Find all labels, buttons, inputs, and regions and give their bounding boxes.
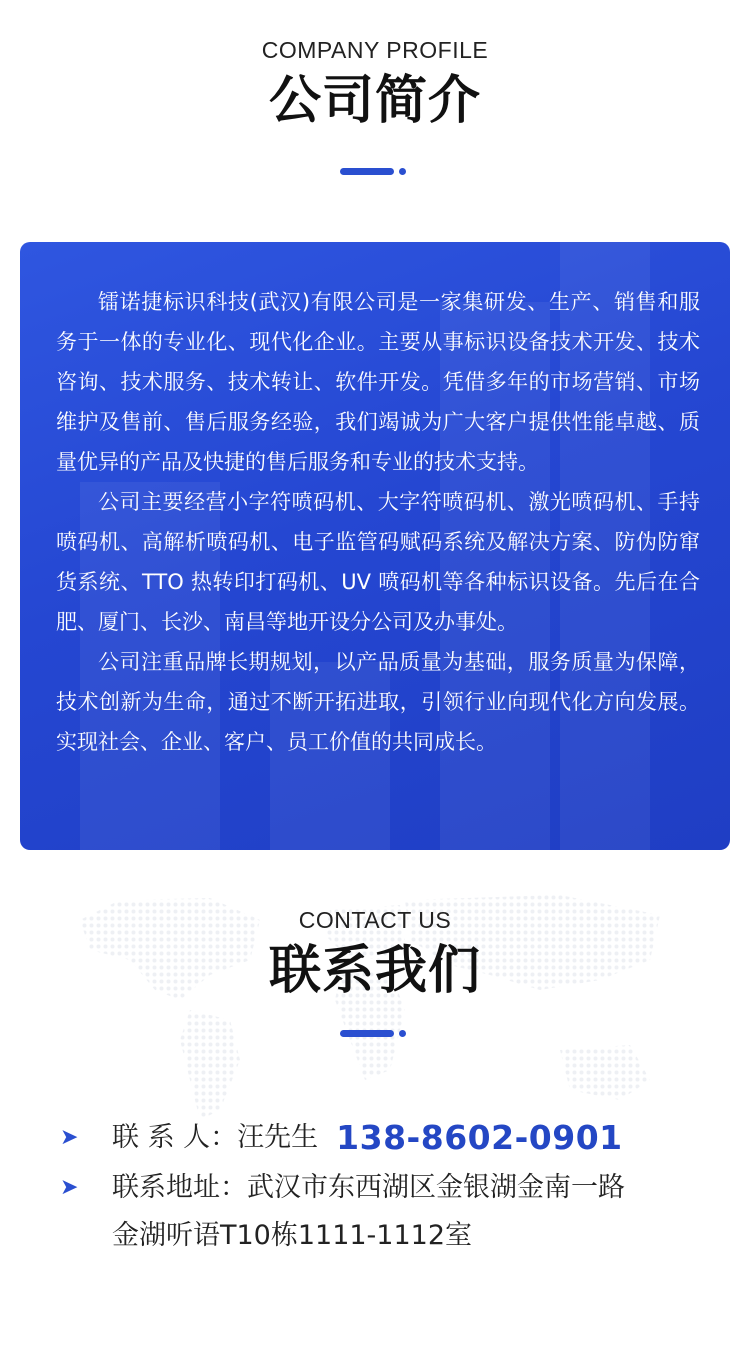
section-divider — [340, 168, 410, 176]
company-profile-text — [56, 282, 700, 762]
contact-address-line-2: 金湖听语T10栋1111-1112室 — [112, 1220, 473, 1251]
profile-paragraph-1: 镭诺捷标识科技(武汉)有限公司是一家集研发、生产、销售和服务于一体的专业化、现代化企业。主要从事标识设备技术开发、技术咨询、技术服务、技术转让、软件开发。凭借多年的市场营销、市场维护及售前、售后服务经验，我们竭诚为广大客户提供性能卓越、质量优异的产品及快捷的售后服务和专业的技术支持。 — [56, 290, 700, 474]
divider-bar — [340, 168, 394, 175]
arrow-right-icon: ➤ — [60, 1125, 79, 1150]
contact-phone-number[interactable]: 138-8602-0901 — [336, 1118, 623, 1157]
divider-dot — [399, 1030, 406, 1037]
contact-address-line-1: 武汉市东西湖区金银湖金南一路 — [247, 1172, 625, 1203]
contact-person-row — [60, 1114, 700, 1162]
divider-bar — [340, 1030, 394, 1037]
arrow-right-icon: ➤ — [60, 1175, 79, 1200]
profile-paragraph-3: 公司注重品牌长期规划，以产品质量为基础，服务质量为保障，技术创新为生命，通过不断开拓进取，引领行业向现代化方向发展。实现社会、企业、客户、员工价值的共同成长。 — [56, 650, 700, 754]
contact-person-name: 汪先生 — [237, 1122, 319, 1153]
company-profile-card — [20, 242, 730, 850]
divider-dot — [399, 168, 406, 175]
contact-us-cn-title: 联系我们 — [268, 941, 481, 1001]
contact-us-en-title: CONTACT US — [298, 907, 452, 933]
contact-person-label: 联 系 人： — [112, 1122, 238, 1153]
contact-us-header — [0, 906, 750, 1038]
company-profile-header — [0, 36, 750, 176]
company-profile-en-title: COMPANY PROFILE — [261, 37, 489, 63]
contact-address-row — [60, 1164, 700, 1260]
section-divider — [340, 1030, 410, 1038]
profile-paragraph-2: 公司主要经营小字符喷码机、大字符喷码机、激光喷码机、手持喷码机、高解析喷码机、电子监管码赋码系统及解决方案、防伪防窜货系统、TTO 热转印打码机、UV 喷码机等各种标识设备。先后在合肥、厦门、长沙、南昌等地开设分公司及办事处。 — [56, 490, 700, 634]
company-profile-cn-title: 公司简介 — [268, 71, 481, 131]
contact-address-label: 联系地址： — [112, 1172, 247, 1203]
